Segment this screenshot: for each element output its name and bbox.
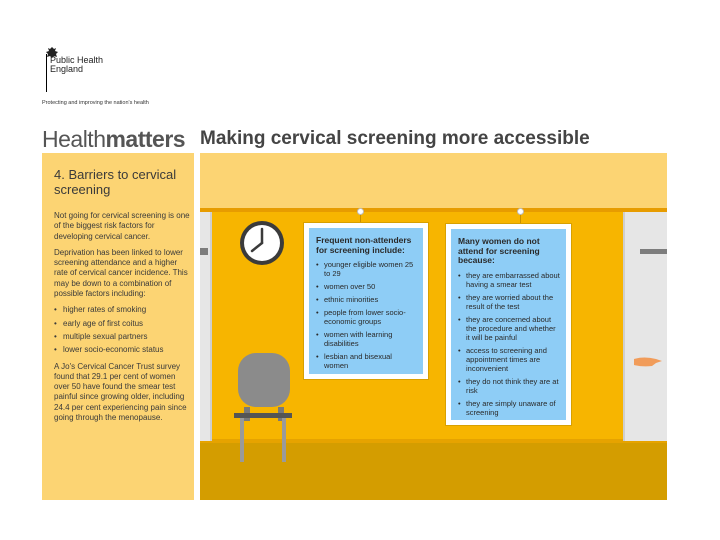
wall-top [200, 153, 667, 208]
poster-list [458, 271, 560, 417]
left-door [200, 212, 212, 441]
survey-paragraph: A Jo's Cervical Cancer Trust survey found that 29.1 per cent of women over 50 have found the smear test painful since growing older, including 24.4 per cent experiencing pain since going through the menopause. [54, 361, 187, 423]
logo-name-line-1: Public Health [50, 55, 104, 65]
wall-clock-icon [238, 219, 286, 267]
list-item: • women over 50 [316, 282, 417, 291]
list-item: • people from lower socio-economic groups [316, 308, 417, 326]
poster-heading: Many women do not attend for screening because: [458, 236, 540, 265]
page-title: Making cervical screening more accessible [200, 128, 590, 149]
logo-tagline: Protecting and improving the nation's health [42, 100, 149, 106]
list-item: • they are worried about the result of the test [458, 293, 560, 311]
list-item: • higher rates of smoking [54, 305, 190, 315]
list-item: • lower socio-economic status [54, 345, 190, 355]
poster-reasons [446, 224, 571, 425]
poster-pin [517, 208, 524, 215]
list-item: • they are embarrassed about having a smear test [458, 271, 560, 289]
waiting-room-illustration [200, 153, 667, 500]
poster-non-attenders [304, 223, 428, 379]
section-heading: 4. Barriers to cervical screening [54, 167, 177, 197]
left-door-handle-icon [200, 248, 208, 255]
list-item: • ethnic minorities [316, 295, 417, 304]
info-panel [42, 153, 194, 500]
logo-name-line-2: England [50, 64, 84, 74]
door-handle-icon [640, 249, 667, 254]
poster-pin [357, 208, 364, 215]
right-door [623, 212, 667, 441]
hand-icon [634, 355, 664, 369]
brand-wordmark [42, 126, 185, 153]
list-item: • early age of first coitus [54, 319, 190, 329]
list-item: • younger eligible women 25 to 29 [316, 260, 417, 278]
logo-name [50, 56, 120, 74]
poster-list [316, 260, 417, 370]
list-item: • they are simply unaware of screening [458, 399, 560, 417]
intro-paragraph: Not going for cervical screening is one of the biggest risk factors for developing cervical cancer. [54, 211, 190, 241]
brand-light: Health [42, 126, 106, 152]
chair-icon [232, 351, 296, 463]
poster-heading: Frequent non-attenders for screening include: [316, 235, 412, 255]
list-item: • lesbian and bisexual women [316, 352, 417, 370]
list-item: • they are concerned about the procedure and whether it will be painful [458, 315, 560, 342]
info-body [54, 211, 190, 429]
list-item: • access to screening and appointment times are inconvenient [458, 346, 560, 373]
list-item: • they do not think they are at risk [458, 377, 560, 395]
list-item: • multiple sexual partners [54, 332, 190, 342]
list-item: • women with learning disabilities [316, 330, 417, 348]
factors-list [54, 305, 190, 355]
brand-bold: matters [105, 126, 186, 152]
deprivation-paragraph: Deprivation has been linked to lower screening attendance and a higher rate of cervical cancer incidence. This may be down to a combination of possible factors including: [54, 247, 188, 299]
logo-rule [46, 54, 47, 92]
